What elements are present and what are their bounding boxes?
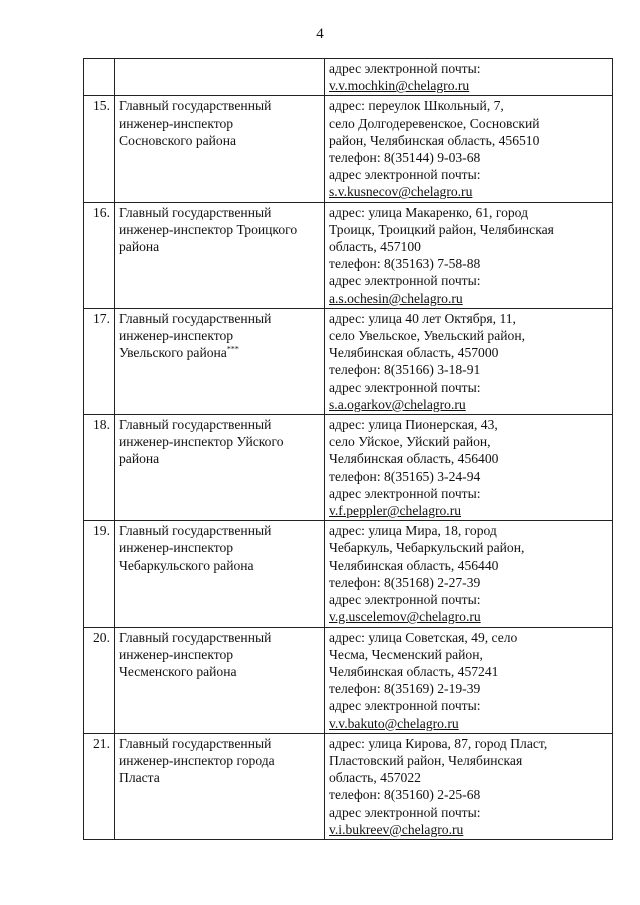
position-text: Главный государственный [119, 204, 272, 220]
email-label: адрес электронной почты: [329, 379, 481, 395]
address-line: область, 457022 [329, 770, 421, 786]
inspectors-table [83, 58, 613, 840]
table-row [84, 202, 613, 308]
position-text: района [119, 451, 160, 467]
table-row [84, 521, 613, 627]
position-line [119, 522, 320, 539]
email-label: адрес электронной почты: [329, 592, 481, 608]
position-cell [115, 415, 325, 521]
position-line [119, 97, 320, 114]
address-line: адрес: улица Пионерская, 43, [329, 417, 498, 433]
address-line: адрес: улица Макаренко, 61, город [329, 204, 529, 220]
row-number: 20. [84, 627, 115, 733]
row-number: 17. [84, 308, 115, 414]
address-line: село Увельское, Увельский район, [329, 328, 526, 344]
position-cell [115, 733, 325, 839]
position-line [119, 752, 320, 769]
address-line: Челябинская область, 457000 [329, 345, 499, 361]
position-line [119, 769, 320, 786]
address-line: телефон: 8(35160) 2-25-68 [329, 787, 481, 803]
page-number: 4 [316, 26, 324, 42]
contact-cell [325, 627, 613, 733]
email-link[interactable]: v.f.peppler@chelagro.ru [329, 503, 462, 519]
row-number [84, 59, 115, 96]
position-text: Главный государственный [119, 629, 272, 645]
email-label: адрес электронной почты: [329, 61, 481, 76]
position-text: Сосновского района [119, 132, 237, 148]
address-line: адрес: улица 40 лет Октября, 11, [329, 310, 516, 326]
position-text: инженер-инспектор [119, 115, 234, 131]
position-text: Главный государственный [119, 417, 272, 433]
position-cell [115, 627, 325, 733]
contact-cell [325, 308, 613, 414]
position-cell [115, 202, 325, 308]
position-line [119, 221, 320, 238]
row-number: 18. [84, 415, 115, 521]
position-cell [115, 59, 325, 96]
address-line: Челябинская область, 456440 [329, 557, 499, 573]
position-cell [115, 521, 325, 627]
position-line [119, 344, 320, 361]
footnote-mark: *** [226, 344, 239, 354]
position-cell [115, 96, 325, 202]
position-line [119, 450, 320, 467]
address-line: область, 457100 [329, 239, 421, 255]
position-text: Пласта [119, 770, 160, 786]
table-row [84, 627, 613, 733]
address-line: адрес: улица Кирова, 87, город Пласт, [329, 735, 548, 751]
address-line: телефон: 8(35166) 3-18-91 [329, 362, 481, 378]
email-link[interactable]: v.v.bakuto@chelagro.ru [329, 715, 459, 731]
address-line: Челябинская область, 457241 [329, 663, 499, 679]
email-label: адрес электронной почты: [329, 485, 481, 501]
position-line [119, 557, 320, 574]
row-number: 19. [84, 521, 115, 627]
address-line: адрес: переулок Школьный, 7, [329, 98, 504, 114]
email-label: адрес электронной почты: [329, 698, 481, 714]
position-line [119, 539, 320, 556]
email-link[interactable]: s.v.kusnecov@chelagro.ru [329, 184, 473, 200]
email-link[interactable]: v.i.bukreev@chelagro.ru [329, 821, 464, 837]
position-text: Увельского района [119, 345, 227, 361]
position-cell [115, 308, 325, 414]
email-link[interactable]: a.s.ochesin@chelagro.ru [329, 290, 463, 306]
position-text: инженер-инспектор [119, 646, 234, 662]
position-line [119, 204, 320, 221]
address-line: село Уйское, Уйский район, [329, 434, 491, 450]
contact-cell [325, 202, 613, 308]
row-number: 21. [84, 733, 115, 839]
position-line [119, 238, 320, 255]
table-row [84, 59, 613, 96]
address-line: адрес: улица Мира, 18, город [329, 523, 497, 539]
contact-cell [325, 96, 613, 202]
address-line: Троицк, Троицкий район, Челябинская [329, 221, 554, 237]
table-row [84, 96, 613, 202]
position-text: Главный государственный [119, 310, 272, 326]
position-line [119, 115, 320, 132]
contact-cell [325, 59, 613, 96]
position-text: инженер-инспектор [119, 540, 234, 556]
address-line: телефон: 8(35168) 2-27-39 [329, 574, 481, 590]
position-text: Главный государственный [119, 98, 272, 114]
position-line [119, 310, 320, 327]
contact-cell [325, 733, 613, 839]
email-link[interactable]: s.a.ogarkov@chelagro.ru [329, 396, 466, 412]
address-line: телефон: 8(35144) 9-03-68 [329, 150, 481, 166]
email-label: адрес электронной почты: [329, 273, 481, 289]
position-text: инженер-инспектор Троицкого [119, 221, 298, 237]
address-line: Чебаркуль, Чебаркульский район, [329, 540, 525, 556]
position-text: Чесменского района [119, 663, 237, 679]
position-line [119, 735, 320, 752]
row-number: 15. [84, 96, 115, 202]
contact-cell [325, 521, 613, 627]
position-line [119, 132, 320, 149]
address-line: телефон: 8(35165) 3-24-94 [329, 468, 481, 484]
email-label: адрес электронной почты: [329, 804, 481, 820]
position-line [119, 663, 320, 680]
address-line: телефон: 8(35163) 7-58-88 [329, 256, 481, 272]
position-line [119, 629, 320, 646]
position-text: инженер-инспектор [119, 328, 234, 344]
address-line: Чесма, Чесменский район, [329, 646, 483, 662]
address-line: Пластовский район, Челябинская [329, 752, 523, 768]
email-link[interactable]: v.v.mochkin@chelagro.ru [329, 78, 470, 94]
position-text: Чебаркульского района [119, 557, 254, 573]
address-line: адрес: улица Советская, 49, село [329, 629, 518, 645]
position-text: Главный государственный [119, 735, 272, 751]
row-number: 16. [84, 202, 115, 308]
address-line: район, Челябинская область, 456510 [329, 132, 540, 148]
position-text: инженер-инспектор города [119, 752, 275, 768]
position-line [119, 646, 320, 663]
position-line [119, 433, 320, 450]
position-line [119, 416, 320, 433]
position-line [119, 327, 320, 344]
address-line: телефон: 8(35169) 2-19-39 [329, 681, 481, 697]
table-row [84, 308, 613, 414]
email-link[interactable]: v.g.uscelemov@chelagro.ru [329, 609, 481, 625]
position-text: инженер-инспектор Уйского [119, 434, 284, 450]
address-line: Челябинская область, 456400 [329, 451, 499, 467]
address-line: село Долгодеревенское, Сосновский [329, 115, 540, 131]
contact-cell [325, 415, 613, 521]
email-label: адрес электронной почты: [329, 167, 481, 183]
position-text: Главный государственный [119, 523, 272, 539]
table-row [84, 415, 613, 521]
position-text: района [119, 239, 160, 255]
table-row [84, 733, 613, 839]
